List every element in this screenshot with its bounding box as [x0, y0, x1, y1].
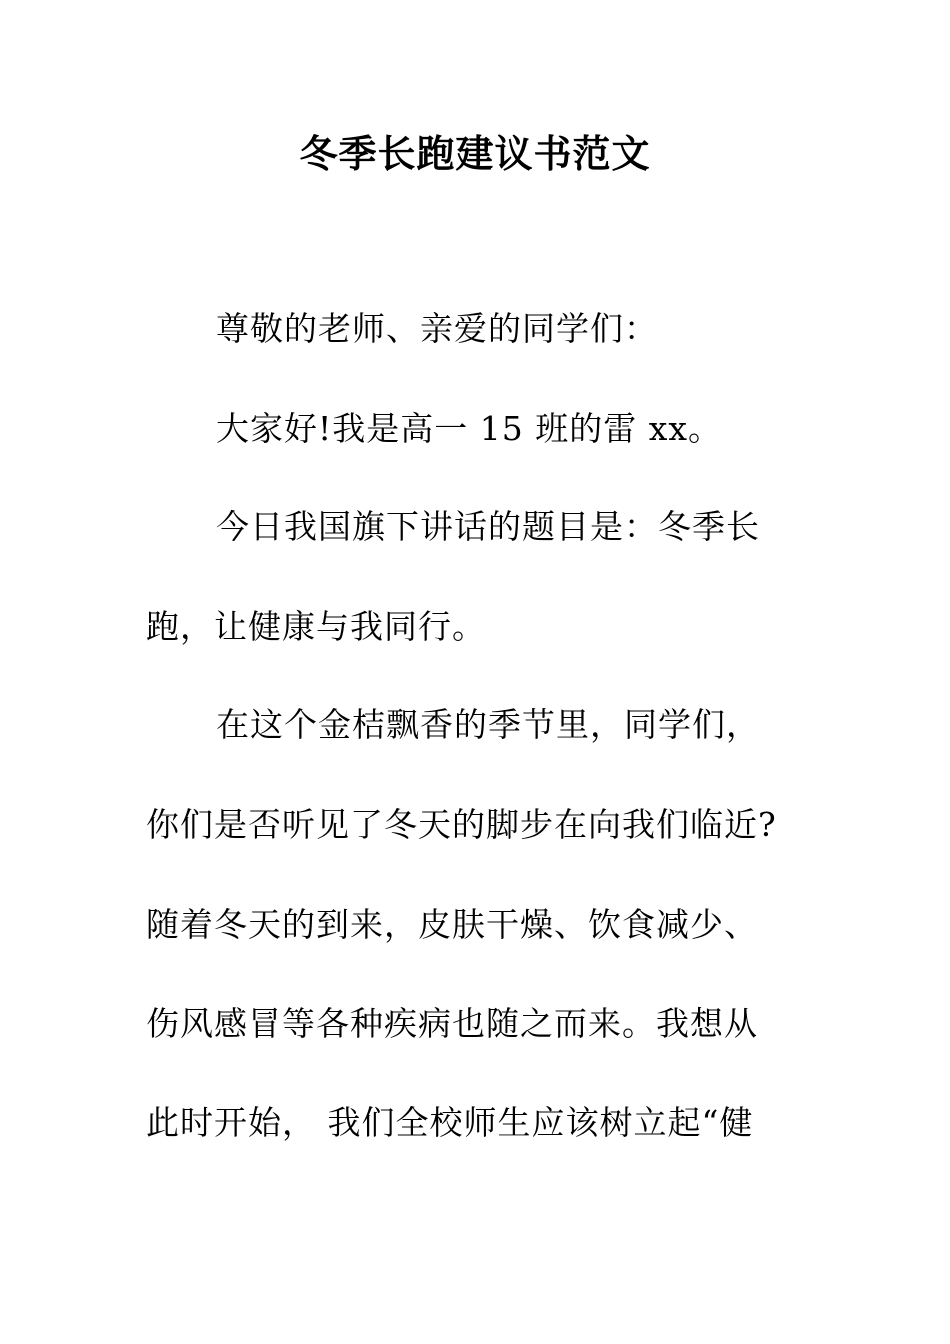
- text-line-topic-start: 今日我国旗下讲话的题目是：冬季长: [216, 507, 760, 546]
- text-line-paragraph: 此时开始， 我们全校师生应该树立起“健: [146, 1103, 754, 1142]
- text-line-greeting: 大家好!我是高一 15 班的雷 xx。: [216, 409, 722, 448]
- text-line-paragraph: 你们是否听见了冬天的脚步在向我们临近?: [146, 805, 777, 844]
- text-line-paragraph-start: 在这个金桔飘香的季节里，同学们，: [216, 705, 760, 744]
- text-line-paragraph: 伤风感冒等各种疾病也随之而来。我想从: [146, 1004, 758, 1043]
- text-line-salutation: 尊敬的老师、亲爱的同学们：: [216, 309, 658, 348]
- document-title: 冬季长跑建议书范文: [299, 131, 651, 176]
- text-line-paragraph: 随着冬天的到来，皮肤干燥、饮食减少、: [146, 905, 758, 944]
- text-line-topic-end: 跑，让健康与我同行。: [146, 607, 486, 646]
